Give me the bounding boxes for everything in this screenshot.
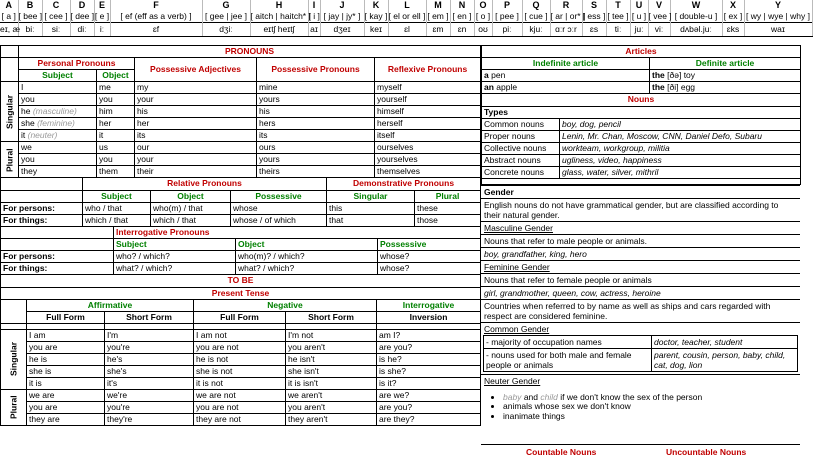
- subject-pronoun: [19, 94, 97, 106]
- alphabet-ipa: dʒiː: [202, 23, 250, 37]
- alphabet-letter-name: [ tee ]: [607, 11, 629, 21]
- alphabet-ipa: piː: [492, 23, 522, 37]
- pronoun-cell: you: [97, 154, 135, 166]
- to-be-cell: he is not: [194, 353, 286, 365]
- alphabet-ipa: viː: [648, 23, 670, 37]
- relative-cell: who / that: [83, 202, 151, 214]
- subject-pronoun-text: I: [21, 82, 24, 92]
- personal-pronouns-header: Personal Pronouns: [19, 58, 135, 70]
- pronoun-cell: her: [97, 118, 135, 130]
- pronoun-cell: yours: [257, 94, 375, 106]
- pronoun-cell: them: [97, 166, 135, 178]
- to-be-cell: she isn't: [286, 365, 377, 377]
- pronoun-cell: itself: [375, 130, 481, 142]
- alphabet-letter-name: [ kay ]: [364, 11, 388, 21]
- to-be-cell: is it?: [377, 377, 481, 389]
- to-be-row: [1, 353, 481, 365]
- pronoun-row: [1, 94, 481, 106]
- relative-cell: which / that: [151, 214, 231, 226]
- pronoun-cell: yourself: [375, 94, 481, 106]
- pronoun-cell: mine: [257, 82, 375, 94]
- to-be-row: [1, 341, 481, 353]
- alphabet-letter-name: [ cue ]: [522, 11, 550, 23]
- noun-type-row: [482, 130, 801, 142]
- subject-pronoun-text: she: [21, 118, 35, 128]
- alphabet-letter-name: [ vee ]: [648, 11, 672, 21]
- to-be-cell: I'm not: [286, 329, 377, 341]
- gender-section: [481, 185, 800, 457]
- alphabet-names-row: [0, 11, 812, 23]
- alphabet-letter: G: [202, 0, 250, 11]
- short-form-header: Short Form: [286, 311, 377, 323]
- to-be-cell: am I?: [377, 329, 481, 341]
- to-be-cell: it is: [27, 377, 105, 389]
- alphabet-ipa: waɪ: [744, 23, 812, 37]
- pronoun-cell: ours: [257, 142, 375, 154]
- alphabet-ipa: tiː: [606, 23, 630, 37]
- feminine-note: Countries when referred to by name as well as ships and cars regarded with respect are considered feminine.: [481, 299, 800, 322]
- relative-object-header: Object: [151, 190, 231, 202]
- reflexive-pronouns-header: Reflexive Pronouns: [375, 58, 481, 82]
- interrogative-header: Interrogative: [377, 299, 481, 311]
- alphabet-letter-name: [ aitch | haitch* ]: [250, 11, 311, 21]
- masculine-text: Nouns that refer to male people or animals.: [481, 234, 800, 247]
- to-be-cell: you aren't: [286, 401, 377, 413]
- to-be-title: TO BE: [1, 275, 481, 287]
- alphabet-ipa: siː: [42, 23, 70, 37]
- alphabet-ipa: keɪ: [364, 23, 388, 37]
- alphabet-ipa: aɪ: [308, 23, 320, 37]
- nouns-title: Nouns: [482, 94, 801, 106]
- masculine-heading: Masculine Gender: [481, 221, 800, 234]
- interrogative-persons-label: For persons:: [1, 251, 114, 263]
- feminine-text: Nouns that refer to female people or animals: [481, 273, 800, 286]
- to-be-row: [1, 413, 481, 425]
- alphabet-letter-name: [ jay | jy* ]: [320, 11, 364, 23]
- pronoun-row: [1, 154, 481, 166]
- noun-examples: Lenin, Mr. Chan, Moscow, CNN, Daniel Defo, Subaru: [560, 130, 801, 142]
- alphabet-letter-name: [ ess ]: [582, 11, 606, 21]
- interrogative-cell: whose?: [378, 263, 481, 275]
- subject-pronoun: [19, 142, 97, 154]
- to-be-row: [1, 329, 481, 341]
- alphabet-letter: T: [606, 0, 630, 11]
- alphabet-letter: U: [630, 0, 648, 11]
- alphabet-letter-name: [ el or ell ]: [388, 11, 426, 21]
- neuter-gender-heading: Neuter Gender: [481, 374, 800, 387]
- pronoun-cell: theirs: [257, 166, 375, 178]
- to-be-cell: are we?: [377, 389, 481, 401]
- full-form-header: Full Form: [27, 311, 105, 323]
- to-be-cell: he is: [27, 353, 105, 365]
- relative-cell: which / that: [83, 214, 151, 226]
- pronoun-row: [1, 118, 481, 130]
- gender-note: (feminine): [37, 118, 75, 128]
- alphabet-ipa: ɛks: [722, 23, 744, 37]
- alphabet-letter-name: [ ef (eff as a verb) ]: [110, 11, 202, 23]
- alphabet-ipa: eɪtʃ heɪtʃ: [250, 23, 308, 37]
- alphabet-ipa: dʒeɪ: [320, 23, 364, 37]
- to-be-cell: it is not: [194, 377, 286, 389]
- relative-cell: whose / of which: [231, 214, 327, 226]
- alphabet-ipa-row: [0, 23, 812, 37]
- to-be-cell: he isn't: [286, 353, 377, 365]
- to-be-cell: it's: [105, 377, 194, 389]
- alphabet-letter-name: [ double-u ]: [670, 11, 722, 23]
- alphabet-ipa: dʌbəl.juː: [670, 23, 722, 37]
- pronoun-cell: your: [135, 94, 257, 106]
- singular-label: [1, 329, 27, 389]
- subject-pronoun-text: it: [21, 130, 26, 140]
- pronoun-row: [1, 166, 481, 178]
- alphabet-letter-name: [ o ]: [475, 11, 491, 21]
- noun-type-row: [482, 166, 801, 178]
- alphabet-ipa: juː: [630, 23, 648, 37]
- to-be-cell: they're: [105, 413, 194, 425]
- to-be-cell: we are: [27, 389, 105, 401]
- demonstrative-pronouns-title: Demonstrative Pronouns: [327, 178, 481, 190]
- interrogative-things-label: For things:: [1, 263, 114, 275]
- relative-pronouns-table: [0, 178, 481, 227]
- noun-examples: workteam, workgroup, militia: [560, 142, 801, 154]
- pronoun-cell: it: [97, 130, 135, 142]
- noun-type: Common nouns: [482, 118, 560, 130]
- countable-nouns-title: Countable Nouns: [526, 447, 597, 457]
- common-gender-example: doctor, teacher, student: [652, 335, 798, 348]
- alphabet-letter: I: [308, 0, 320, 11]
- interrogative-possessive-header: Possessive: [378, 239, 481, 251]
- alphabet-ipa: ɛs: [582, 23, 606, 37]
- article-example: an apple: [482, 82, 650, 94]
- pronoun-cell: ourselves: [375, 142, 481, 154]
- plural-label: [1, 389, 27, 425]
- to-be-table: [0, 275, 481, 426]
- demonstrative-plural-header: Plural: [415, 190, 481, 202]
- pronoun-row: [1, 106, 481, 118]
- alphabet-ipa: iː: [94, 23, 110, 37]
- alphabet-letter-name: [ em ]: [427, 11, 449, 21]
- plural-text: Plural: [4, 147, 14, 172]
- pronoun-cell: their: [135, 166, 257, 178]
- nouns-table: [481, 94, 801, 185]
- pronoun-cell: our: [135, 142, 257, 154]
- noun-type-row: [482, 142, 801, 154]
- noun-type: Concrete nouns: [482, 166, 560, 178]
- alphabet-letter-name: [ wy | wye | why ]: [744, 11, 812, 23]
- alphabet-ipa: eɪ, æ: [0, 23, 18, 37]
- to-be-cell: he's: [105, 353, 194, 365]
- alphabet-letter: M: [426, 0, 450, 11]
- alphabet-letter: W: [670, 0, 722, 11]
- alphabet-letter: A: [0, 0, 18, 11]
- alphabet-letter: C: [42, 0, 70, 11]
- to-be-cell: we are not: [194, 389, 286, 401]
- pronoun-cell: yourselves: [375, 154, 481, 166]
- noun-examples: ugliness, video, happiness: [560, 154, 801, 166]
- plural-text: Plural: [8, 395, 18, 419]
- to-be-cell: you are not: [194, 401, 286, 413]
- pronoun-cell: him: [97, 106, 135, 118]
- possessive-adjectives-header: Possessive Adjectives: [135, 58, 257, 82]
- neuter-item: • baby and child if we don't know the sex of the person: [503, 393, 800, 403]
- to-be-row: [1, 389, 481, 401]
- alphabet-letter: S: [582, 0, 606, 11]
- to-be-cell: are you?: [377, 401, 481, 413]
- article-example: the [ðə] toy: [650, 70, 801, 82]
- alphabet-letter-name: [ u ]: [631, 11, 647, 21]
- right-column: [480, 45, 800, 457]
- interrogative-cell: whose?: [378, 251, 481, 263]
- alphabet-ipa: ɑːr ɔːr: [550, 23, 582, 37]
- pronoun-cell: me: [97, 82, 135, 94]
- pronoun-cell: yours: [257, 154, 375, 166]
- common-gender-rule: - nouns used for both male and female people or animals: [484, 348, 652, 371]
- pronoun-cell: hers: [257, 118, 375, 130]
- common-gender-table: [483, 335, 798, 372]
- demonstrative-singular-header: Singular: [327, 190, 415, 202]
- pronoun-cell: you: [97, 94, 135, 106]
- inversion-header: Inversion: [377, 311, 481, 323]
- to-be-cell: they are: [27, 413, 105, 425]
- to-be-cell: you are not: [194, 341, 286, 353]
- alphabet-letter: E: [94, 0, 110, 11]
- demonstrative-cell: that: [327, 214, 415, 226]
- to-be-row: [1, 401, 481, 413]
- subject-pronoun: [19, 106, 97, 118]
- alphabet-letter: O: [474, 0, 492, 11]
- alphabet-letter: Y: [744, 0, 812, 11]
- pronoun-cell: myself: [375, 82, 481, 94]
- noun-type: Collective nouns: [482, 142, 560, 154]
- alphabet-letter-name: [ e ]: [94, 11, 110, 21]
- to-be-cell: is she?: [377, 365, 481, 377]
- alphabet-letter-name: [ a ]: [0, 11, 18, 23]
- alphabet-table: [0, 0, 813, 37]
- pronoun-row: [1, 142, 481, 154]
- alphabet-letter-name: [ i ]: [308, 11, 320, 21]
- interrogative-cell: who? / which?: [114, 251, 236, 263]
- alphabet-ipa: biː: [18, 23, 42, 37]
- interrogative-subject-header: Subject: [114, 239, 236, 251]
- gender-note: (masculine): [32, 106, 77, 116]
- to-be-cell: I am not: [194, 329, 286, 341]
- noun-type-row: [482, 154, 801, 166]
- masculine-examples: boy, grandfather, king, hero: [481, 247, 800, 260]
- alphabet-letter: Q: [522, 0, 550, 11]
- singular-text: Singular: [4, 94, 14, 129]
- to-be-cell: you're: [105, 341, 194, 353]
- alphabet-letter-name: [ ex ]: [723, 11, 743, 21]
- relative-persons-label: For persons:: [1, 202, 83, 214]
- pronoun-row: [1, 82, 481, 94]
- possessive-pronouns-header: Possessive Pronouns: [257, 58, 375, 82]
- relative-cell: who(m) / that: [151, 202, 231, 214]
- alphabet-letter-name: [ dee ]: [70, 11, 95, 21]
- alphabet-letter: X: [722, 0, 744, 11]
- subject-pronoun-text: you: [21, 94, 35, 104]
- alphabet-ipa: kjuː: [522, 23, 550, 37]
- alphabet-letter: N: [450, 0, 474, 11]
- article-example: the [ði] egg: [650, 82, 801, 94]
- articles-title: Articles: [482, 46, 801, 58]
- pronoun-cell: himself: [375, 106, 481, 118]
- alphabet-letter: J: [320, 0, 364, 11]
- pronoun-cell: its: [135, 130, 257, 142]
- to-be-cell: it is isn't: [286, 377, 377, 389]
- pronouns-title: PRONOUNS: [19, 46, 481, 58]
- object-header: Object: [97, 70, 135, 82]
- singular-label: [1, 82, 19, 142]
- subject-pronoun-text: they: [21, 166, 38, 176]
- alphabet-letter-name: [ bee ]: [18, 11, 43, 21]
- alphabet-letter: D: [70, 0, 94, 11]
- demonstrative-cell: those: [415, 214, 481, 226]
- alphabet-letter: H: [250, 0, 308, 11]
- plural-label: [1, 142, 19, 178]
- neuter-item: • animals whose sex we don't know: [503, 402, 800, 412]
- to-be-cell: you aren't: [286, 341, 377, 353]
- interrogative-cell: who(m)? / which?: [236, 251, 378, 263]
- relative-possessive-header: Possessive: [231, 190, 327, 202]
- to-be-cell: she is not: [194, 365, 286, 377]
- alphabet-letter: L: [388, 0, 426, 11]
- gender-note: (neuter): [27, 130, 58, 140]
- to-be-row: [1, 377, 481, 389]
- pronoun-cell: his: [257, 106, 375, 118]
- to-be-row: [1, 365, 481, 377]
- pronoun-cell: us: [97, 142, 135, 154]
- alphabet-letter: K: [364, 0, 388, 11]
- to-be-cell: you're: [105, 401, 194, 413]
- relative-cell: whose: [231, 202, 327, 214]
- to-be-cell: we aren't: [286, 389, 377, 401]
- uncountable-nouns-title: Uncountable Nouns: [666, 447, 747, 457]
- pronoun-cell: her: [135, 118, 257, 130]
- alphabet-letters-row: [0, 0, 812, 11]
- alphabet-letter: R: [550, 0, 582, 11]
- common-gender-rule: - majority of occupation names: [484, 335, 652, 348]
- pronoun-cell: my: [135, 82, 257, 94]
- subject-pronoun: [19, 118, 97, 130]
- subject-pronoun: [19, 130, 97, 142]
- left-column: [0, 45, 480, 426]
- alphabet-ipa: ɛn: [450, 23, 474, 37]
- common-gender-heading: Common Gender: [481, 322, 800, 335]
- pronoun-cell: themselves: [375, 166, 481, 178]
- short-form-header: Short Form: [105, 311, 194, 323]
- article-example: a pen: [482, 70, 650, 82]
- to-be-cell: you are: [27, 341, 105, 353]
- demonstrative-cell: these: [415, 202, 481, 214]
- negative-header: Negative: [194, 299, 377, 311]
- alphabet-letter-name: [ gee | jee ]: [202, 11, 250, 23]
- pronoun-cell: your: [135, 154, 257, 166]
- pronoun-cell: its: [257, 130, 375, 142]
- affirmative-header: Affirmative: [27, 299, 194, 311]
- alphabet-ipa: ɛl: [388, 23, 426, 37]
- alphabet-letter-name: [ en ]: [450, 11, 474, 23]
- subject-header: Subject: [19, 70, 97, 82]
- to-be-cell: they are not: [194, 413, 286, 425]
- gender-text: English nouns do not have grammatical gender, but are classified according to their natural gender.: [481, 198, 800, 221]
- to-be-cell: they aren't: [286, 413, 377, 425]
- pronoun-cell: herself: [375, 118, 481, 130]
- relative-things-label: For things:: [1, 214, 83, 226]
- alphabet-letter: B: [18, 0, 42, 11]
- articles-table: [481, 45, 801, 94]
- alphabet-ipa: oʊ: [474, 23, 492, 37]
- present-tense-title: Present Tense: [1, 287, 481, 299]
- definite-article-header: Definite article: [650, 58, 801, 70]
- neuter-list: [481, 387, 800, 422]
- gender-heading: Gender: [484, 186, 514, 197]
- interrogative-pronouns-table: [0, 227, 481, 276]
- to-be-cell: she's: [105, 365, 194, 377]
- to-be-cell: I'm: [105, 329, 194, 341]
- to-be-cell: is he?: [377, 353, 481, 365]
- to-be-cell: I am: [27, 329, 105, 341]
- noun-examples: glass, water, silver, mithril: [560, 166, 801, 178]
- indefinite-article-header: Indefinite article: [482, 58, 650, 70]
- interrogative-pronouns-title: Interrogative Pronouns: [114, 227, 481, 239]
- singular-text: Singular: [8, 342, 18, 377]
- interrogative-cell: what? / which?: [114, 263, 236, 275]
- neuter-item: • inanimate things: [503, 412, 800, 422]
- to-be-cell: are they?: [377, 413, 481, 425]
- pronouns-table: [0, 45, 481, 178]
- subject-pronoun-text: we: [21, 142, 32, 152]
- pronoun-cell: his: [135, 106, 257, 118]
- relative-subject-header: Subject: [83, 190, 151, 202]
- to-be-cell: she is: [27, 365, 105, 377]
- alphabet-ipa: ɛf: [110, 23, 202, 37]
- subject-pronoun: [19, 166, 97, 178]
- feminine-examples: girl, grandmother, queen, cow, actress, heroine: [481, 286, 800, 299]
- subject-pronoun-text: you: [21, 154, 35, 164]
- common-gender-example: parent, cousin, person, baby, child, cat, dog, lion: [652, 348, 798, 371]
- alphabet-letter: P: [492, 0, 522, 11]
- noun-type-row: [482, 118, 801, 130]
- interrogative-cell: what? / which?: [236, 263, 378, 275]
- noun-type: Abstract nouns: [482, 154, 560, 166]
- countable-row: [481, 444, 800, 457]
- noun-examples: boy, dog, pencil: [560, 118, 801, 130]
- subject-pronoun: [19, 82, 97, 94]
- alphabet-ipa: ɛm: [426, 23, 450, 37]
- to-be-cell: you are: [27, 401, 105, 413]
- alphabet-letter-name: [ pee ]: [492, 11, 522, 23]
- pronoun-row: [1, 130, 481, 142]
- alphabet-letter-name: [ ar | or* ]: [550, 11, 586, 21]
- to-be-cell: are you?: [377, 341, 481, 353]
- feminine-heading: Feminine Gender: [481, 260, 800, 273]
- subject-pronoun: [19, 154, 97, 166]
- full-form-header: Full Form: [194, 311, 286, 323]
- alphabet-ipa: diː: [70, 23, 94, 37]
- noun-type: Proper nouns: [482, 130, 560, 142]
- to-be-cell: we're: [105, 389, 194, 401]
- relative-pronouns-title: Relative Pronouns: [83, 178, 327, 190]
- interrogative-object-header: Object: [236, 239, 378, 251]
- subject-pronoun-text: he: [21, 106, 31, 116]
- alphabet-letter-name: [ cee ]: [42, 11, 70, 23]
- alphabet-letter: V: [648, 0, 670, 11]
- types-label: Types: [482, 106, 801, 118]
- demonstrative-cell: this: [327, 202, 415, 214]
- alphabet-letter: F: [110, 0, 202, 11]
